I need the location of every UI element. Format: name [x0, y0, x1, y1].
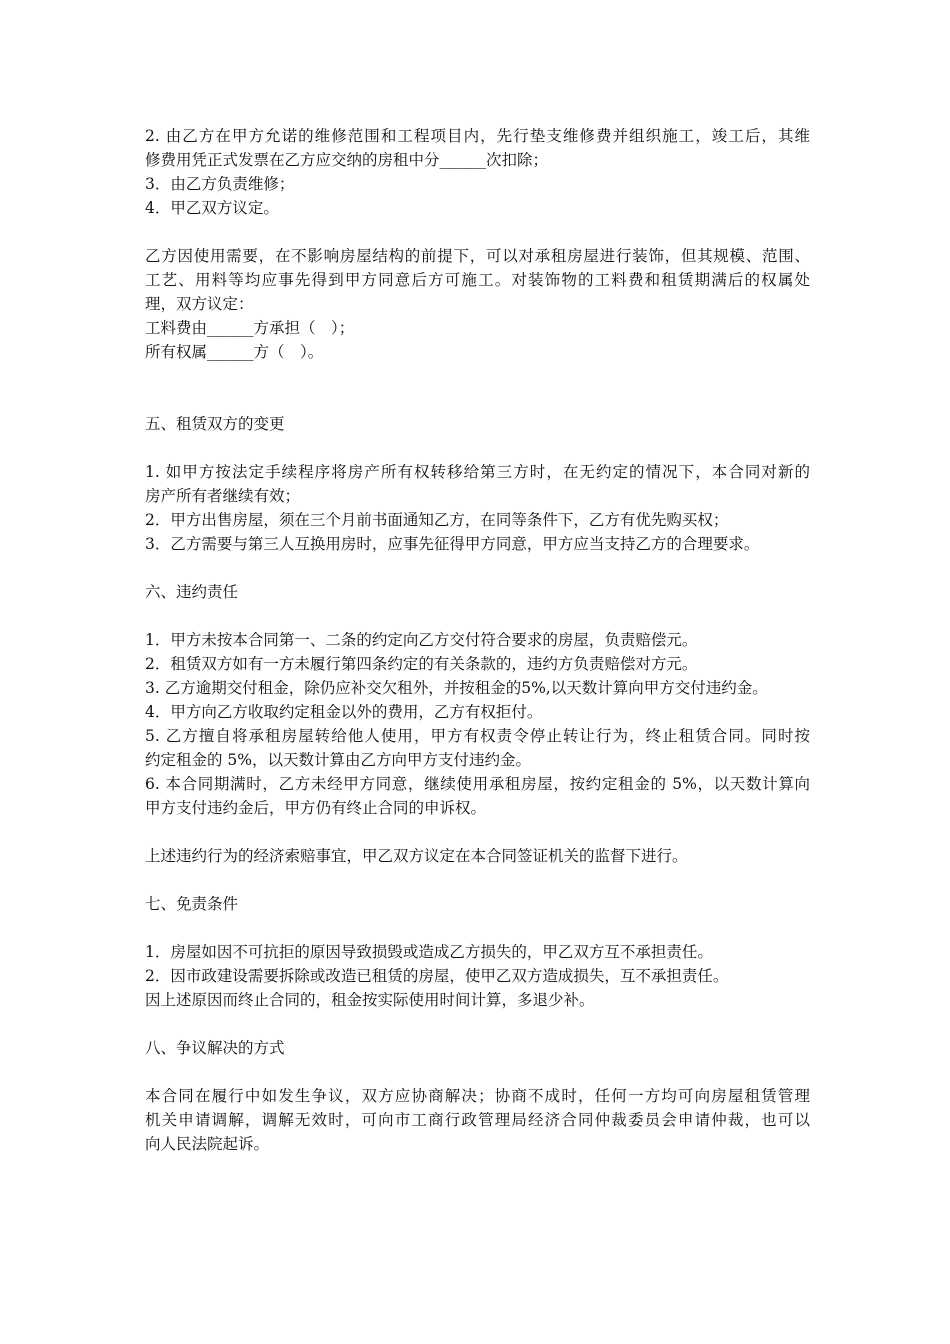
section-6-closing-paragraph: 上述违约行为的经济索赔事宜，甲乙双方议定在本合同签证机关的监督下进行。: [145, 847, 688, 865]
spacer: [145, 604, 810, 628]
section-7-items: [145, 940, 810, 1012]
spacer: [145, 556, 810, 580]
section-7-note: 因上述原因而终止合同的，租金按实际使用时间计算，多退少补。: [145, 991, 595, 1009]
repair-option-4: 4．甲乙双方议定。: [145, 199, 279, 217]
spacer: [145, 1060, 810, 1084]
section-6-item-6-line-1: 6. 本合同期满时，乙方未经甲方同意，继续使用承租房屋，按约定租金的 5%，以天数计算向: [145, 775, 810, 793]
repair-option-3: 3．由乙方负责维修；: [145, 175, 295, 193]
repair-options-block: [145, 124, 810, 220]
repair-option-2-line-2: 修费用凭正式发票在乙方应交纳的房租中分______次扣除；: [145, 151, 549, 169]
decoration-paragraph: [145, 244, 810, 364]
spacer: [145, 1012, 810, 1036]
section-6-item-5-line-2: 约定租金的 5%，以天数计算由乙方向甲方支付违约金。: [145, 751, 532, 769]
decoration-line-1: 乙方因使用需要，在不影响房屋结构的前提下，可以对承租房屋进行装饰，但其规模、范围、: [145, 247, 810, 265]
document-body: [145, 124, 810, 1156]
section-6-item-1: 1．甲方未按本合同第一、二条的约定向乙方交付符合要求的房屋，负责赔偿元。: [145, 631, 698, 649]
section-6-item-5-line-1: 5. 乙方擅自将承租房屋转给他人使用，甲方有权责令停止转让行为，终止租赁合同。同时按: [145, 727, 810, 745]
section-7-heading: 七、免责条件: [145, 895, 239, 913]
section-6-heading: 六、违约责任: [145, 583, 239, 601]
section-5-item-3: 3．乙方需要与第三人互换用房时，应事先征得甲方同意，甲方应当支持乙方的合理要求。: [145, 535, 760, 553]
section-6-item-6-line-2: 甲方支付违约金后，甲方仍有终止合同的申诉权。: [145, 799, 487, 817]
decoration-ownership-line: 所有权属______方（ ）。: [145, 343, 324, 361]
section-7-item-2: 2．因市政建设需要拆除或改造已租赁的房屋，使甲乙双方造成损失，互不承担责任。: [145, 967, 729, 985]
section-7-item-1: 1．房屋如因不可抗拒的原因导致损毁或造成乙方损失的，甲乙双方互不承担责任。: [145, 943, 713, 961]
decoration-cost-line: 工料费由______方承担（ ）；: [145, 319, 355, 337]
decoration-line-2: 工艺、用料等均应事先得到甲方同意后方可施工。对装饰物的工料费和租赁期满后的权属处: [145, 271, 810, 289]
section-6-item-2: 2．租赁双方如有一方未履行第四条约定的有关条款的，违约方负责赔偿对方元。: [145, 655, 698, 673]
decoration-line-3: 理，双方议定：: [145, 295, 254, 313]
spacer: [145, 364, 810, 412]
spacer: [145, 436, 810, 460]
section-5-item-2: 2．甲方出售房屋，须在三个月前书面通知乙方，在同等条件下，乙方有优先购买权；: [145, 511, 729, 529]
repair-option-2-line-1: 2. 由乙方在甲方允诺的维修范围和工程项目内，先行垫支维修费并组织施工，竣工后，其维: [145, 127, 810, 145]
spacer: [145, 916, 810, 940]
spacer: [145, 868, 810, 892]
section-5-item-1-line-2: 房产所有者继续有效；: [145, 487, 301, 505]
section-6-item-3: 3. 乙方逾期交付租金，除仍应补交欠租外，并按租金的5%,以天数计算向甲方交付违约金。: [145, 679, 768, 697]
section-5-item-1-line-1: 1. 如甲方按法定手续程序将房产所有权转移给第三方时，在无约定的情况下，本合同对新的: [145, 463, 810, 481]
section-6-item-4: 4．甲方向乙方收取约定租金以外的费用，乙方有权拒付。: [145, 703, 543, 721]
section-6-items: [145, 628, 810, 820]
section-8-line-3: 向人民法院起诉。: [145, 1135, 270, 1153]
spacer: [145, 220, 810, 244]
section-5-heading: 五、租赁双方的变更: [145, 415, 285, 433]
section-8-paragraph: [145, 1084, 810, 1156]
section-8-line-1: 本合同在履行中如发生争议，双方应协商解决；协商不成时，任何一方均可向房屋租赁管理: [145, 1087, 810, 1105]
section-8-heading: 八、争议解决的方式: [145, 1039, 285, 1057]
spacer: [145, 820, 810, 844]
section-8-line-2: 机关申请调解，调解无效时，可向市工商行政管理局经济合同仲裁委员会申请仲裁，也可以: [145, 1111, 810, 1129]
section-5-items: [145, 460, 810, 556]
